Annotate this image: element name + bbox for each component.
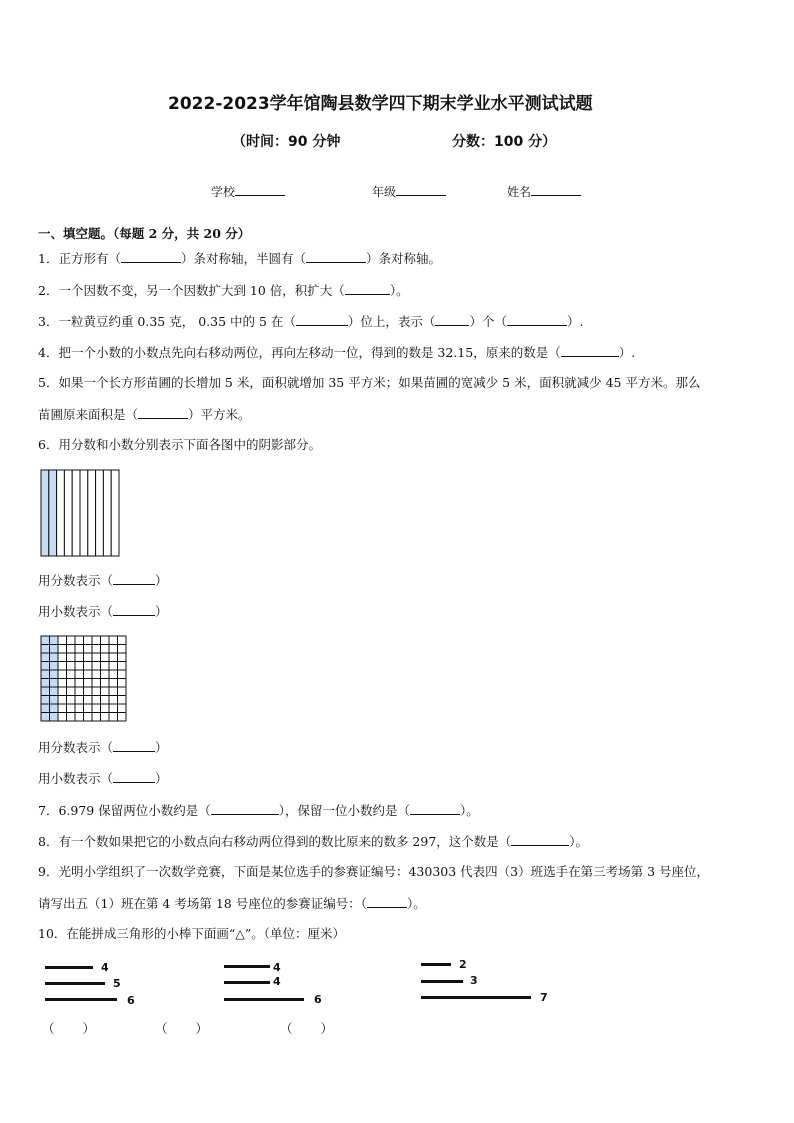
name-label: 姓名 — [507, 185, 532, 199]
grid-cell — [67, 670, 76, 679]
answer-blank[interactable] — [138, 406, 188, 419]
shaded-cell — [41, 713, 50, 722]
grid-cell — [101, 653, 110, 662]
stick — [224, 998, 304, 1001]
shaded-cell — [50, 645, 59, 654]
shaded-cell — [50, 704, 59, 713]
strip — [80, 470, 88, 556]
grid-cell — [109, 687, 118, 696]
question-6: 6．用分数和小数分别表示下面各图中的阴影部分。 — [38, 437, 321, 452]
shaded-cell — [50, 696, 59, 705]
grid-cell — [67, 653, 76, 662]
grade-blank[interactable] — [396, 183, 446, 196]
grid-cell — [67, 645, 76, 654]
grid-cell — [75, 645, 84, 654]
grid-cell — [92, 670, 101, 679]
grid-cell — [118, 704, 127, 713]
grid-cell — [84, 696, 93, 705]
answer-blank[interactable] — [345, 282, 390, 295]
grid-cell — [75, 696, 84, 705]
shaded-cell — [41, 670, 50, 679]
stick-length-label: 6 — [314, 993, 322, 1006]
grid-cell — [92, 696, 101, 705]
strip — [57, 470, 65, 556]
question-7: 7．6.979 保留两位小数约是（ ），保留一位小数约是（ ）。 — [38, 803, 479, 818]
grid-cell — [58, 636, 67, 645]
stick — [421, 963, 451, 966]
question-2: 2．一个因数不变，另一个因数扩大到 10 倍，积扩大（ ）。 — [38, 283, 409, 298]
exam-score: 分数：100 分） — [452, 134, 557, 150]
strip — [64, 470, 72, 556]
answer-paren-2[interactable]: （ ） — [155, 1021, 209, 1036]
grid-cell — [109, 636, 118, 645]
grid-cell — [75, 670, 84, 679]
answer-blank[interactable] — [507, 313, 567, 326]
answer-blank[interactable] — [113, 603, 155, 616]
stick-length-label: 7 — [540, 991, 548, 1004]
school-blank[interactable] — [235, 183, 285, 196]
grid-cell — [67, 704, 76, 713]
grid-cell — [92, 636, 101, 645]
grid-cell — [67, 679, 76, 688]
grid-cell — [58, 704, 67, 713]
answer-blank[interactable] — [410, 802, 460, 815]
strip — [72, 470, 80, 556]
shaded-cell — [50, 687, 59, 696]
grid-cell — [109, 653, 118, 662]
grid-cell — [75, 636, 84, 645]
shaded-cell — [50, 636, 59, 645]
grid-cell — [67, 696, 76, 705]
grid-cell — [109, 662, 118, 671]
grid-cell — [92, 645, 101, 654]
stick — [45, 966, 93, 969]
answer-blank[interactable] — [113, 572, 155, 585]
shaded-cell — [50, 679, 59, 688]
grid-cell — [58, 713, 67, 722]
shaded-cell — [41, 704, 50, 713]
strip — [103, 470, 111, 556]
answer-blank[interactable] — [561, 344, 619, 357]
grid-cell — [84, 687, 93, 696]
grid-cell — [58, 653, 67, 662]
grid-cell — [75, 653, 84, 662]
stick-length-label: 2 — [459, 958, 467, 971]
question-1: 1．正方形有（ ）条对称轴，半圆有（ ）条对称轴。 — [38, 251, 441, 266]
shaded-cell — [41, 679, 50, 688]
grid-cell — [101, 662, 110, 671]
grid-cell — [118, 687, 127, 696]
grid-cell — [67, 636, 76, 645]
grid-cell — [58, 687, 67, 696]
stick-length-label: 5 — [113, 977, 121, 990]
answer-blank[interactable] — [113, 739, 155, 752]
fig1-fraction-line: 用分数表示（ ） — [38, 573, 168, 588]
grid-cell — [92, 662, 101, 671]
grid-cell — [75, 704, 84, 713]
answer-blank[interactable] — [306, 250, 366, 263]
stick — [45, 982, 105, 985]
grid-cell — [92, 653, 101, 662]
strip — [88, 470, 96, 556]
grid-cell — [101, 645, 110, 654]
grid-cell — [75, 679, 84, 688]
stick — [421, 996, 531, 999]
answer-blank[interactable] — [511, 833, 569, 846]
grid-cell — [84, 679, 93, 688]
section-heading: 一、填空题。（每题 2 分，共 20 分） — [38, 226, 251, 241]
school-field[interactable] — [211, 183, 285, 200]
grid-cell — [109, 704, 118, 713]
grid-cell — [101, 679, 110, 688]
grid-cell — [84, 670, 93, 679]
stick — [45, 998, 117, 1001]
fig2-decimal-line: 用小数表示（ ） — [38, 771, 168, 786]
question-4: 4．把一个小数的小数点先向右移动两位，再向左移动一位，得到的数是 32.15，原来的数是（ ）. — [38, 345, 636, 360]
shaded-cell — [41, 645, 50, 654]
grid-cell — [58, 670, 67, 679]
answer-blank[interactable] — [211, 802, 279, 815]
question-3: 3．一粒黄豆约重 0.35 克， 0.35 中的 5 在（ ）位上，表示（ ）个（ ）. — [38, 314, 584, 329]
grid-cell — [84, 636, 93, 645]
question-5-line-1: 5．如果一个长方形苗圃的长增加 5 米，面积就增加 35 平方米；如果苗圃的宽减少 5 米，面积就减少 45 平方米。那么 — [38, 375, 701, 390]
grid-cell — [84, 704, 93, 713]
grid-cell — [118, 713, 127, 722]
grid-cell — [109, 679, 118, 688]
grid-cell — [118, 645, 127, 654]
stick — [224, 965, 270, 968]
grid-cell — [58, 662, 67, 671]
shaded-cell — [50, 653, 59, 662]
grid-cell — [109, 713, 118, 722]
grid-cell — [84, 662, 93, 671]
grid-cell — [92, 687, 101, 696]
grid-cell — [58, 679, 67, 688]
stick-length-label: 3 — [470, 974, 478, 987]
grid-cell — [109, 645, 118, 654]
grid-cell — [92, 704, 101, 713]
shaded-cell — [41, 653, 50, 662]
strip — [111, 470, 119, 556]
grid-cell — [84, 653, 93, 662]
grid-cell — [67, 662, 76, 671]
grid-cell — [92, 679, 101, 688]
fig2-fraction-line: 用分数表示（ ） — [38, 740, 168, 755]
exam-time: （时间：90 分钟 — [232, 134, 341, 150]
school-label: 学校 — [211, 185, 236, 199]
stick-length-label: 4 — [101, 961, 109, 974]
page-title: 2022-2023学年馆陶县数学四下期末学业水平测试试题 — [168, 94, 593, 114]
shaded-cell — [41, 636, 50, 645]
figure-grid — [40, 635, 128, 723]
figure-strips — [40, 469, 122, 557]
grid-cell — [67, 713, 76, 722]
grid-cell — [118, 696, 127, 705]
grade-field[interactable] — [372, 183, 446, 200]
question-10: 10．在能拼成三角形的小棒下面画“△”。（单位：厘米） — [38, 926, 346, 941]
stick-length-label: 6 — [127, 994, 135, 1007]
shaded-cell — [50, 713, 59, 722]
grid-cell — [101, 713, 110, 722]
grid-cell — [75, 662, 84, 671]
grid-cell — [118, 636, 127, 645]
grid-cell — [101, 636, 110, 645]
stick-length-label: 4 — [273, 975, 281, 988]
grid-cell — [58, 645, 67, 654]
question-9-line-1: 9．光明小学组织了一次数学竞赛，下面是某位选手的参赛证编号：430303 代表四（3）班选手在第三考场第 3 号座位， — [38, 864, 709, 879]
grid-cell — [101, 704, 110, 713]
grid-cell — [75, 713, 84, 722]
grid-cell — [118, 670, 127, 679]
strip — [96, 470, 104, 556]
grid-cell — [109, 696, 118, 705]
grid-cell — [84, 645, 93, 654]
answer-blank[interactable] — [121, 250, 181, 263]
grid-cell — [118, 662, 127, 671]
stick — [421, 980, 463, 983]
shaded-cell — [41, 687, 50, 696]
grid-cell — [109, 670, 118, 679]
shaded-cell — [50, 670, 59, 679]
shaded-cell — [41, 662, 50, 671]
question-5-line-2: 苗圃原来面积是（ ）平方米。 — [38, 407, 251, 422]
stick — [224, 981, 270, 984]
grid-cell — [101, 696, 110, 705]
answer-paren-3[interactable]: （ ） — [280, 1021, 334, 1036]
grid-cell — [92, 713, 101, 722]
shaded-strip — [41, 470, 49, 556]
shaded-strip — [49, 470, 57, 556]
grade-label: 年级 — [372, 185, 397, 199]
grid-cell — [67, 687, 76, 696]
grid-cell — [101, 687, 110, 696]
answer-blank[interactable] — [113, 770, 155, 783]
grid-cell — [118, 653, 127, 662]
fig1-decimal-line: 用小数表示（ ） — [38, 604, 168, 619]
stick-length-label: 4 — [273, 961, 281, 974]
question-8: 8．有一个数如果把它的小数点向右移动两位得到的数比原来的数多 297，这个数是（ ）。 — [38, 834, 589, 849]
name-field[interactable] — [507, 183, 581, 200]
answer-blank[interactable] — [296, 313, 348, 326]
grid-cell — [118, 679, 127, 688]
grid-cell — [58, 696, 67, 705]
shaded-cell — [50, 662, 59, 671]
grid-cell — [75, 687, 84, 696]
answer-paren-1[interactable]: （ ） — [42, 1021, 96, 1036]
grid-cell — [84, 713, 93, 722]
answer-blank[interactable] — [435, 313, 469, 326]
name-blank[interactable] — [531, 183, 581, 196]
grid-cell — [101, 670, 110, 679]
answer-blank[interactable] — [367, 895, 407, 908]
question-9-line-2: 请写出五（1）班在第 4 考场第 18 号座位的参赛证编号：（ ）。 — [38, 896, 426, 911]
shaded-cell — [41, 696, 50, 705]
